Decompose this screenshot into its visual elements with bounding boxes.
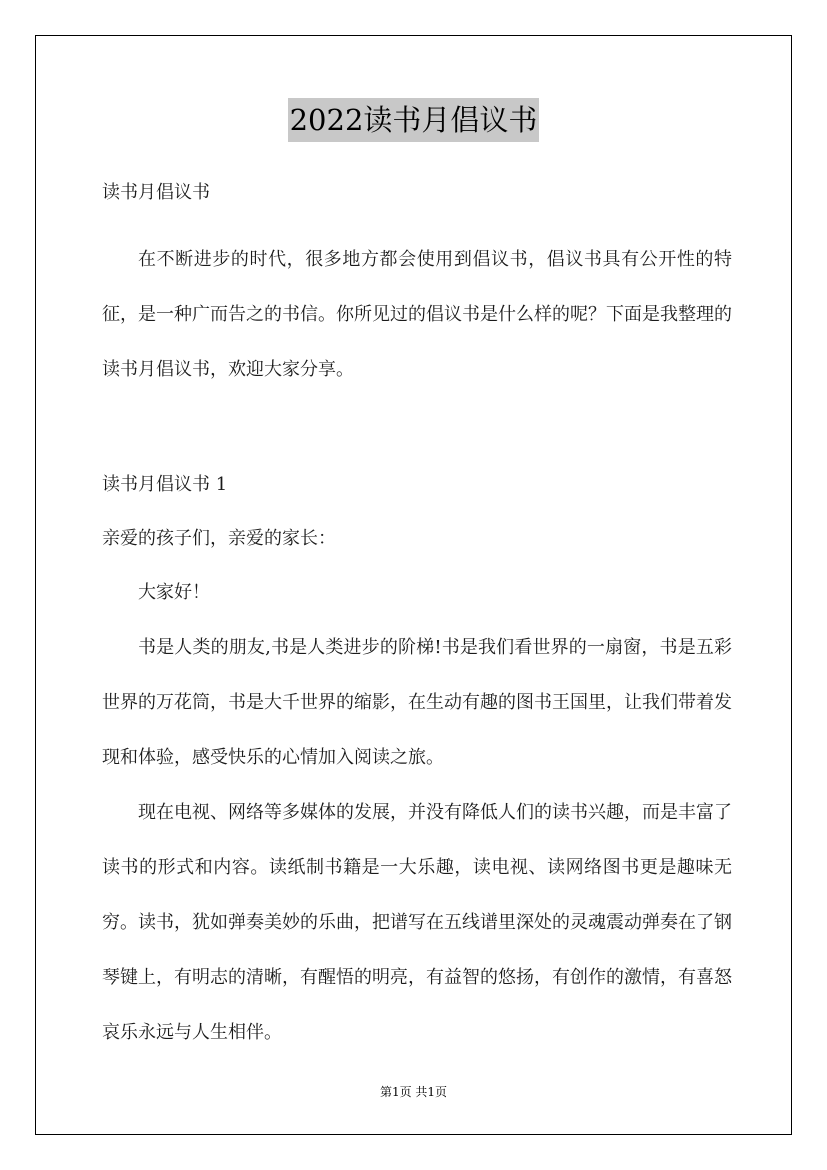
intro-paragraph: 在不断进步的时代，很多地方都会使用到倡议书，倡议书具有公开性的特征，是一种广而告之的书信。你所见过的倡议书是什么样的呢？下面是我整理的读书月倡议书，欢迎大家分享。: [102, 249, 732, 380]
greeting: 大家好！: [138, 582, 210, 603]
salutation: 亲爱的孩子们，亲爱的家长：: [102, 528, 336, 549]
page-footer: 第1页 共1页: [379, 1085, 448, 1099]
document-heading: 读书月倡议书: [102, 182, 210, 203]
paragraph-2: 现在电视、网络等多媒体的发展，并没有降低人们的读书兴趣，而是丰富了读书的形式和内容。读纸制书籍是一大乐趣，读电视、读网络图书更是趣味无穷。读书，犹如弹奏美妙的乐曲，把谱写在五线谱里深处的灵魂震动弹奏在了钢琴键上，有明志的清晰，有醒悟的明亮，有益智的悠扬，有创作的激情，有喜怒哀乐永远与人生相伴。: [102, 802, 732, 1043]
title-container: [0, 98, 827, 142]
document-body: [102, 165, 732, 1060]
paragraph-1: 书是人类的朋友,书是人类进步的阶梯!书是我们看世界的一扇窗，书是五彩世界的万花筒，书是大千世界的缩影，在生动有趣的图书王国里，让我们带着发现和体验，感受快乐的心情加入阅读之旅。: [102, 637, 732, 768]
paragraph-2-wrap: [102, 785, 732, 1060]
intro-paragraph-wrap: [102, 232, 732, 397]
paragraph-1-wrap: [102, 620, 732, 785]
section-title: 读书月倡议书 1: [102, 474, 228, 495]
document-title: 2022读书月倡议书: [288, 98, 540, 142]
